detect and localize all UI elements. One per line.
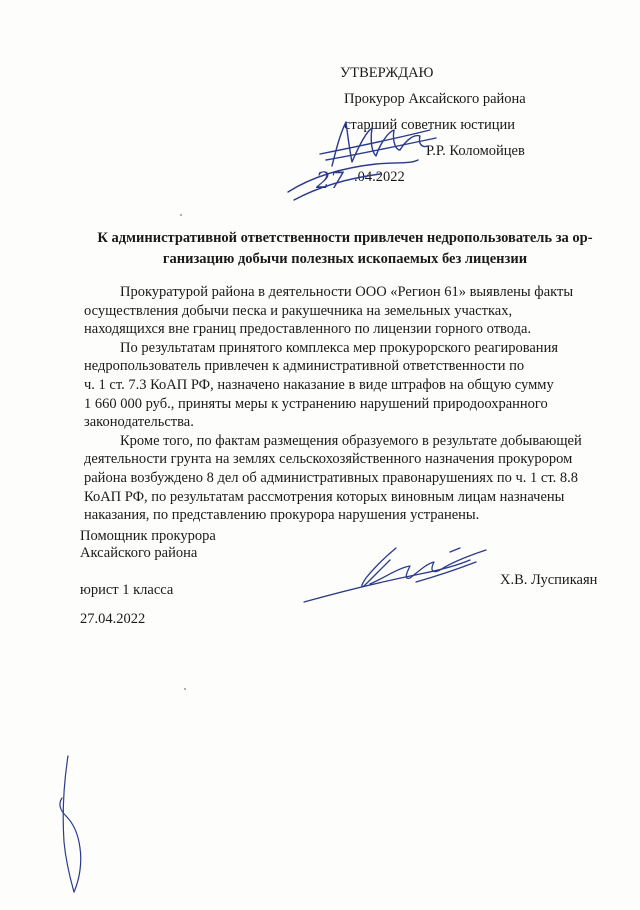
approval-heading: УТВЕРЖДАЮ bbox=[340, 65, 434, 81]
approval-rank: старший советник юстиции bbox=[344, 117, 515, 133]
paragraph-3-line-4: КоАП РФ, по результатам рассмотрения которых виновным лицам назначены bbox=[84, 488, 565, 505]
paragraph-1-line-3: находящихся вне границ предоставленного по лицензии горного отвода. bbox=[84, 321, 532, 338]
assistant-signature bbox=[300, 538, 500, 610]
signer-position-line-1: Помощник прокурора bbox=[80, 528, 216, 544]
signer-rank: юрист 1 класса bbox=[80, 582, 174, 598]
paragraph-2-line-4: 1 660 000 руб., приняты меры к устранению нарушений природоохранного bbox=[84, 395, 548, 412]
approval-name: Р.Р. Коломойцев bbox=[426, 143, 525, 159]
paragraph-2-line-2: недропользователь привлечен к административной ответственности по bbox=[84, 358, 525, 375]
approval-position: Прокурор Аксайского района bbox=[344, 91, 526, 107]
paragraph-3-line-5: наказания, по представлению прокурора нарушения устранены. bbox=[84, 507, 480, 524]
paragraph-3-line-1: Кроме того, по фактам размещения образуемого в результате добывающей bbox=[120, 432, 582, 449]
approval-date: .04.2022 bbox=[354, 169, 405, 185]
signer-position-line-2: Аксайского района bbox=[80, 545, 198, 561]
scan-speck bbox=[180, 214, 182, 216]
handwritten-day: 27 bbox=[316, 169, 344, 194]
paragraph-2-line-5: законодательства. bbox=[84, 414, 194, 431]
paragraph-1-line-2: осуществления добычи песка и ракушечника на земельных участках, bbox=[84, 302, 513, 319]
scan-speck-2 bbox=[184, 688, 186, 690]
paragraph-2-line-3: ч. 1 ст. 7.3 КоАП РФ, назначено наказание в виде штрафов на общую сумму bbox=[84, 376, 554, 393]
title-line-2: ганизацию добычи полезных ископаемых без лицензии bbox=[162, 251, 528, 267]
paragraph-2-line-1: По результатам принятого комплекса мер прокурорского реагирования bbox=[120, 339, 558, 356]
document-body bbox=[84, 283, 614, 525]
document-title bbox=[72, 228, 618, 270]
signer-block bbox=[80, 528, 216, 628]
paragraph-3-line-3: района возбуждено 8 дел об административных правонарушениях по ч. 1 ст. 8.8 bbox=[84, 469, 578, 486]
margin-mark bbox=[44, 752, 104, 902]
approval-block bbox=[340, 60, 526, 190]
paragraph-1-line-1: Прокуратурой района в деятельности ООО «Регион 61» выявлены факты bbox=[120, 284, 574, 300]
title-line-1: К административной ответственности привлечен недропользователь за ор- bbox=[97, 230, 593, 246]
signer-date: 27.04.2022 bbox=[80, 611, 146, 627]
paragraph-3-line-2: деятельности грунта на землях сельскохозяйственного назначения прокурором bbox=[84, 451, 573, 468]
signer-name: Х.В. Луспикаян bbox=[500, 572, 598, 588]
